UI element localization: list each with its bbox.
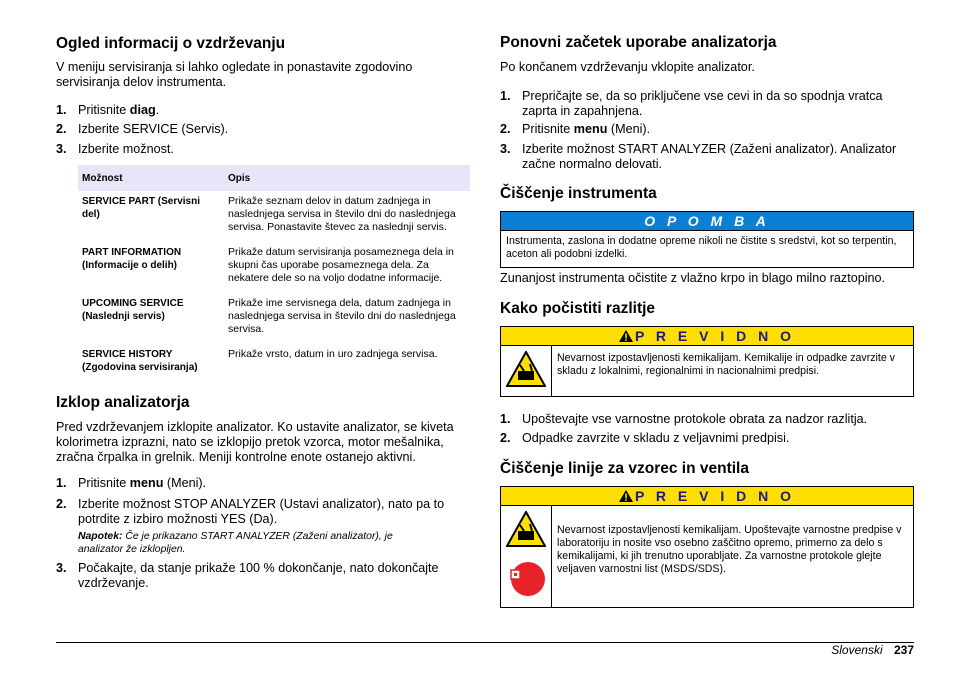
heading-maintenance-info: Ogled informacij o vzdrževanju — [56, 35, 286, 52]
paragraph-shutdown: Pred vzdrževanjem izklopite analizator. Ko ustavite analizator, se kiveta kolorimetra izprazni, nato se izklopijo pretok vzorca, motor mešalnika, zračna črpalka in grelnik. Meniji kontrolne enote ostanejo aktivni. — [56, 420, 454, 464]
caution-text-line: Nevarnost izpostavljenosti kemikalijam. Upoštevajte varnostne predpise v laboratoriju in nosite vso osebno zaščitno opremo, primerno za delo s kemikalijami, ki jih trenutno uporabljate. Za varnostne protokole glejte veljaven varnostni list (MSDS/SDS). — [557, 524, 902, 575]
page-number: 237 — [893, 643, 914, 657]
heading-sample-line: Čiščenje linije za vzorec in ventila — [500, 460, 749, 477]
heading-shutdown: Izklop analizatorja — [56, 394, 190, 411]
heading-spill: Kako počistiti razlitje — [500, 300, 656, 317]
table-header-row — [78, 165, 470, 191]
warning-triangle-icon — [619, 328, 633, 346]
table-row: SERVICE PART (Servisni del) Prikaže seznam delov in datum zadnjega in naslednjega servisa in število dni do naslednjega servisa. Ponastavite števec za naslednji servis. — [82, 195, 456, 233]
table-row: UPCOMING SERVICE (Naslednji servis) Prikaže ime servisnega dela, datum zadnjega in naslednjega servisa in število dni do naslednjega servisa. — [82, 297, 456, 335]
table-header-option: Možnost — [78, 165, 224, 191]
table-row: PART INFORMATION (Informacije o delih) Prikaže datum servisiranja posameznega dela in skupni čas uporabe posameznega dela. Za nekatere dele so na voljo dodatne informacije. — [82, 246, 454, 284]
note-box — [500, 211, 914, 268]
paragraph-cleaning: Zunanjost instrumenta očistite z vlažno krpo in blago milno raztopino. — [500, 271, 886, 285]
note-box-text: Instrumenta, zaslona in dodatne opreme nikoli ne čistite s sredstvi, kot so terpentin, aceton ali podobni izdelki. — [501, 230, 913, 267]
table-row: SERVICE HISTORY (Zgodovina servisiranja) Prikaže vrsto, datum in uro zadnjega servisa. — [82, 348, 438, 373]
page-footer — [831, 643, 914, 657]
paragraph-restart: Po končanem vzdrževanju vklopite analizator. — [500, 60, 755, 74]
protective-equipment-icon — [506, 560, 546, 603]
caution-box-title: P R E V I D N O — [501, 487, 913, 505]
footer-divider — [56, 642, 914, 643]
paragraph-maintenance-info: V meniju servisiranja si lahko ogledate in ponastavite zgodovino servisiranja delov instrumenta. — [56, 60, 413, 89]
heading-restart: Ponovni začetek uporabe analizatorja — [500, 34, 777, 51]
caution-box-line — [500, 486, 914, 608]
warning-triangle-icon — [619, 488, 633, 506]
table-header-description: Opis — [224, 165, 470, 191]
note-off: Napotek: Če je prikazano START ANALYZER (Zaženi analizator), je analizator že izklopljen. — [78, 531, 393, 555]
caution-text-spill: Nevarnost izpostavljenosti kemikalijam. Kemikalije in odpadke zavrzite v skladu z lokalnimi, regionalnimi in nacionalnimi predpisi. — [557, 352, 895, 377]
heading-cleaning: Čiščenje instrumenta — [500, 185, 657, 202]
footer-language: Slovenski — [831, 643, 883, 657]
chemical-hazard-icon — [506, 351, 546, 392]
caution-box-title: P R E V I D N O — [501, 327, 913, 345]
note-box-title: O P O M B A — [501, 212, 913, 230]
caution-box-spill — [500, 326, 914, 397]
chemical-hazard-icon — [506, 511, 546, 552]
service-options-table — [78, 165, 470, 382]
